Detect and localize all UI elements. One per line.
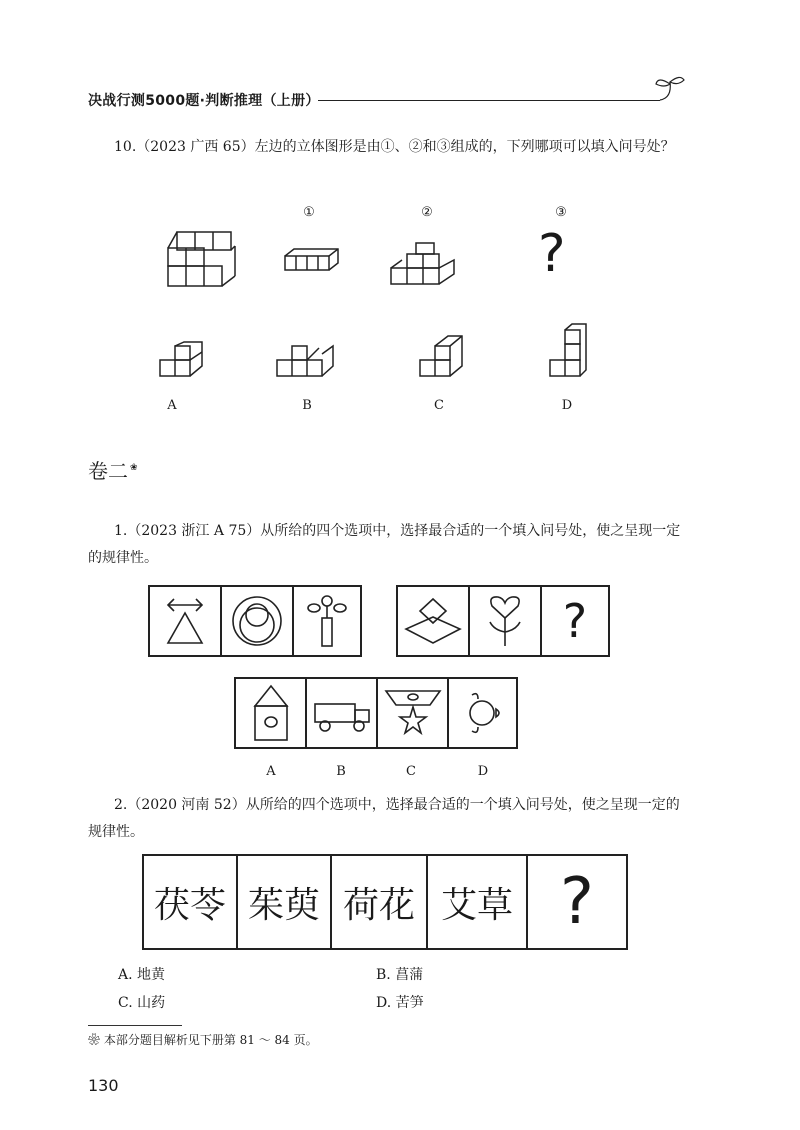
q10-option-d-label: D bbox=[561, 398, 573, 413]
q10-text: 10.（2023 广西 65）左边的立体图形是由①、②和③组成的，下列哪项可以填入问号处？ bbox=[114, 139, 675, 155]
flower-stem-figure bbox=[302, 592, 352, 650]
q1-option-c-label: C bbox=[406, 764, 416, 779]
section-heading: 卷二 ❀ bbox=[88, 459, 138, 483]
q1-cell-5 bbox=[470, 587, 542, 655]
q10-piece-2-cubes bbox=[388, 240, 460, 288]
q1-cell-4 bbox=[398, 587, 470, 655]
q10-label-1: ① bbox=[303, 205, 315, 220]
q10-question-mark: ? bbox=[538, 224, 566, 284]
q10-option-c-cubes[interactable] bbox=[418, 332, 468, 380]
footnote: ❀ 本部分题目解析见下册第 81 ～ 84 页。 bbox=[88, 1033, 318, 1047]
q10-label-3: ③ bbox=[555, 205, 567, 220]
star-trapezoid-figure bbox=[382, 685, 444, 741]
q1-option-a-label: A bbox=[266, 764, 276, 779]
q1-option-b-label: B bbox=[336, 764, 346, 779]
q10-option-d-cubes[interactable] bbox=[548, 322, 588, 380]
q1-question-mark: ? bbox=[562, 594, 588, 648]
q2-question-mark: ? bbox=[560, 865, 594, 939]
nested-circles-figure bbox=[229, 593, 285, 649]
q1-sequence-right bbox=[396, 585, 610, 657]
q2-cell-4: 艾草 bbox=[428, 856, 528, 948]
q1-cell-1 bbox=[150, 587, 222, 655]
q2-option-b[interactable]: B. 菖蒲 bbox=[376, 967, 424, 983]
q1-option-c[interactable] bbox=[378, 679, 449, 747]
q1-options bbox=[234, 677, 518, 749]
q1-cell-3 bbox=[294, 587, 360, 655]
q1-text: 1.（2023 浙江 A 75）从所给的四个选项中，选择最合适的一个填入问号处，使之呈现一定的规律性。 bbox=[88, 523, 681, 566]
header-rule bbox=[318, 100, 660, 101]
q2-option-d[interactable]: D. 苦笋 bbox=[376, 995, 424, 1011]
sprout-icon bbox=[652, 72, 688, 104]
arrow-triangle-figure bbox=[160, 593, 210, 649]
q10-label-2: ② bbox=[421, 205, 433, 220]
q2-cell-2: 茱萸 bbox=[238, 856, 332, 948]
q2-option-c[interactable]: C. 山药 bbox=[118, 995, 166, 1011]
running-header-title: 决战行测5000题·判断推理（上册） bbox=[88, 93, 320, 109]
q2-sequence bbox=[142, 854, 628, 950]
q10-option-b-label: B bbox=[302, 398, 312, 413]
circle-petals-figure bbox=[458, 685, 508, 741]
q10-composite-cubes bbox=[165, 228, 240, 290]
q2-text: 2.（2020 河南 52）从所给的四个选项中，选择最合适的一个填入问号处，使之呈现一定的规律性。 bbox=[88, 797, 680, 840]
q2-cell-1: 茯苓 bbox=[144, 856, 238, 948]
truck-figure bbox=[311, 688, 373, 738]
page-number: 130 bbox=[88, 1076, 119, 1095]
q1-option-a[interactable] bbox=[236, 679, 307, 747]
q10-option-b-cubes[interactable] bbox=[275, 340, 337, 380]
house-figure bbox=[249, 682, 293, 744]
q1-option-b[interactable] bbox=[307, 679, 378, 747]
q10-option-c-label: C bbox=[434, 398, 444, 413]
q10-option-a-label: A bbox=[167, 398, 177, 413]
footnote-rule bbox=[88, 1025, 182, 1026]
q1-option-d[interactable] bbox=[449, 679, 516, 747]
diamonds-figure bbox=[402, 593, 464, 649]
q1-sequence-left bbox=[148, 585, 362, 657]
q1-option-d-label: D bbox=[477, 764, 489, 779]
q10-piece-1-cubes bbox=[282, 246, 342, 274]
q2-option-a[interactable]: A. 地黄 bbox=[118, 967, 166, 983]
q1-cell-2 bbox=[222, 587, 294, 655]
q2-cell-3: 荷花 bbox=[332, 856, 428, 948]
q10-option-a-cubes[interactable] bbox=[158, 340, 208, 380]
heart-flower-figure bbox=[480, 592, 530, 650]
